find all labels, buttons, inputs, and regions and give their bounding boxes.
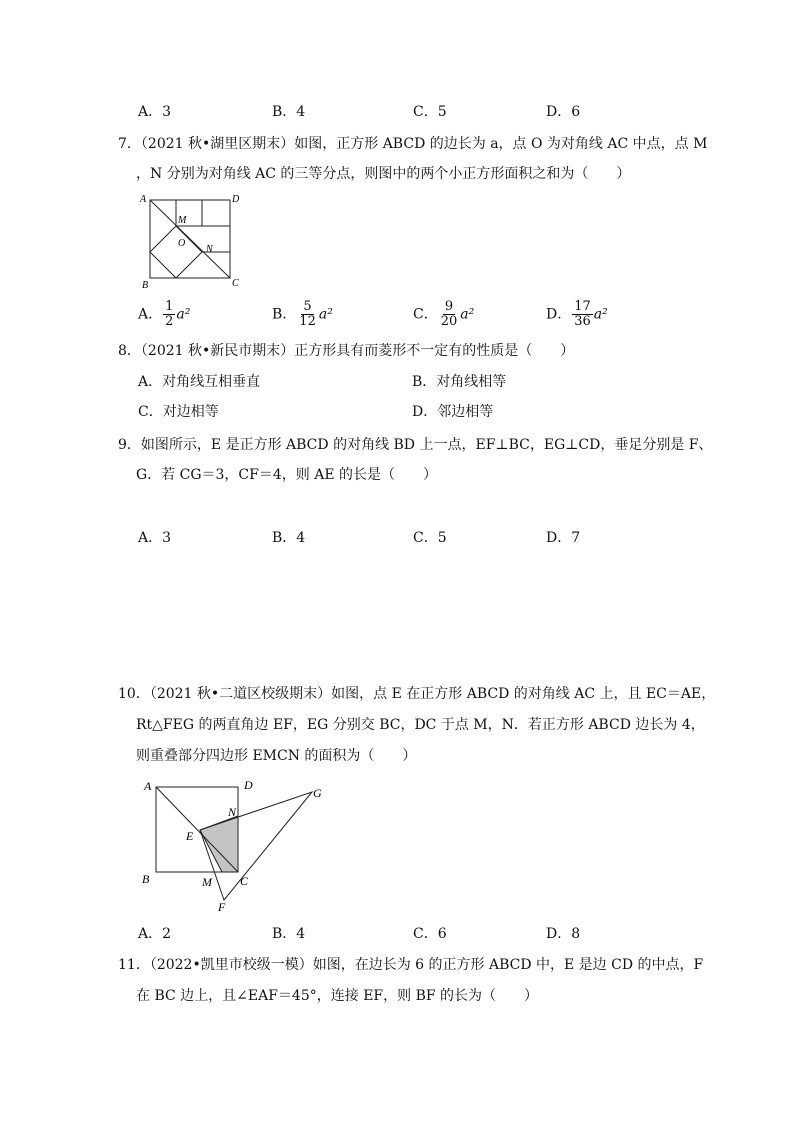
- q7-figure: [136, 190, 246, 290]
- q10-label-a: A: [144, 779, 152, 793]
- q7-label-m: M: [178, 215, 187, 226]
- q8-stem-line1: 8．（2021 秋•新民市期末）正方形具有而菱形不一定有的性质是（ ）: [118, 343, 575, 359]
- q9-stem-line1: 9．如图所示，E 是正方形 ABCD 的对角线 BD 上一点，EF⊥BC，EG⊥CD，垂足分别是 F、: [118, 437, 713, 453]
- q10-stem-line2: Rt△FEG 的两直角边 EF，EG 分别交 BC，DC 于点 M，N．若正方形 ABCD 边长为 4，: [136, 717, 705, 733]
- q10-label-e: E: [186, 829, 194, 843]
- q10-label-g: G: [313, 786, 322, 800]
- q10-label-b: B: [142, 872, 150, 886]
- q7-label-d: D: [232, 194, 240, 205]
- q10-option-b: B．4: [272, 926, 306, 942]
- q10-option-a: A．2: [138, 926, 172, 942]
- q7-label-a: A: [140, 194, 147, 205]
- q8-option-d: D．邻边相等: [412, 404, 494, 420]
- q8-option-a: A．对角线互相垂直: [138, 374, 261, 390]
- q10-label-d: D: [244, 778, 253, 792]
- q9-option-d: D．7: [546, 530, 581, 546]
- q7-label-b: B: [142, 280, 149, 290]
- q10-figure: [136, 772, 336, 914]
- q7-diagonal-ac: [150, 200, 230, 278]
- q10-label-c: C: [240, 874, 249, 888]
- q7-option-d: D． $\frac{17}{36}$ a²: [546, 299, 608, 329]
- q10-stem-line1: 10．（2021 秋•二道区校级期末）如图，点 E 在正方形 ABCD 的对角线 AC 上，且 EC＝AE，: [118, 686, 716, 702]
- q6-option-d: D．6: [546, 104, 581, 120]
- q10-option-c: C．6: [413, 926, 447, 942]
- q6-option-b: B．4: [272, 104, 306, 120]
- q10-option-d: D．8: [546, 926, 581, 942]
- q10-shaded-emcn: [200, 816, 238, 872]
- q7-option-c: C． $\frac{9}{20}$ a²: [413, 299, 475, 329]
- q6-option-c: C．5: [413, 104, 447, 120]
- q11-stem-line2: 在 BC 边上，且∠EAF＝45°，连接 EF，则 BF 的长为（ ）: [136, 988, 539, 1004]
- q7-option-b: B． $\frac{5}{12}$ a²: [272, 299, 333, 329]
- q7-label-c: C: [232, 278, 239, 289]
- q7-stem-line1: 7．（2021 秋•湖里区期末）如图，正方形 ABCD 的边长为 a，点 O 为对角线 AC 中点，点 M: [118, 136, 708, 152]
- q10-label-f: F: [218, 900, 226, 914]
- q7-label-o: O: [178, 238, 186, 249]
- q7-stem-line2: ，N 分别为对角线 AC 的三等分点，则图中的两个小正方形面积之和为（ ）: [136, 166, 631, 182]
- q6-option-a: A．3: [138, 104, 172, 120]
- q10-stem-line3: 则重叠部分四边形 EMCN 的面积为（ ）: [136, 748, 417, 764]
- q11-stem-line1: 11．（2022•凯里市校级一模）如图，在边长为 6 的正方形 ABCD 中，E 是边 CD 的中点，F: [118, 957, 704, 973]
- q10-label-m: M: [202, 875, 212, 889]
- q9-option-c: C．5: [413, 530, 447, 546]
- q8-option-c: C．对边相等: [138, 404, 219, 420]
- q7-rotated-square: [150, 226, 202, 278]
- q7-label-n: N: [206, 244, 213, 255]
- q10-label-n: N: [228, 805, 237, 819]
- q7-option-a: A． $\frac{1}{2}$ a²: [138, 299, 191, 329]
- q9-stem-line2: G．若 CG＝3，CF＝4，则 AE 的长是（ ）: [136, 467, 437, 483]
- q9-option-b: B．4: [272, 530, 306, 546]
- q9-option-a: A．3: [138, 530, 172, 546]
- q8-option-b: B．对角线相等: [412, 374, 507, 390]
